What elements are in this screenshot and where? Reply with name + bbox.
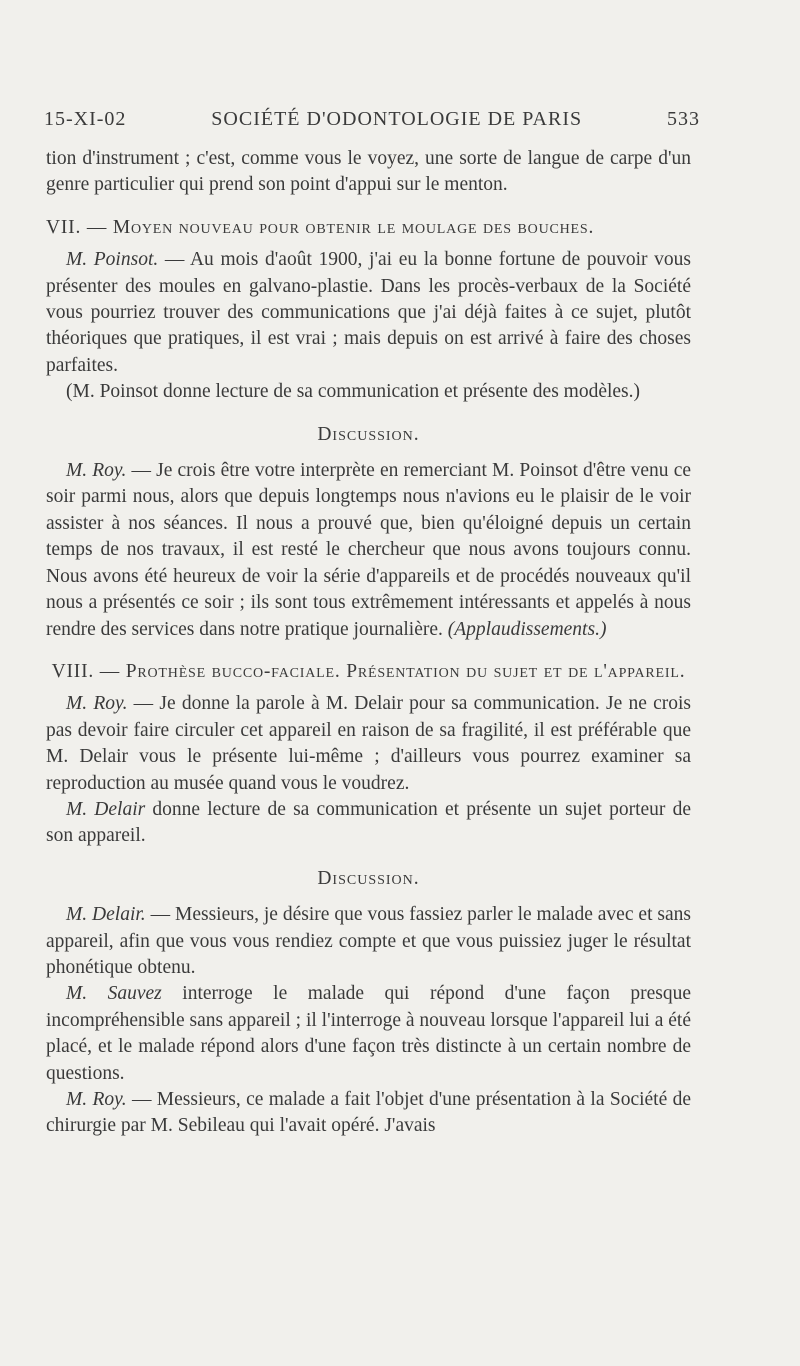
header-title: SOCIÉTÉ D'ODONTOLOGIE DE PARIS bbox=[211, 108, 583, 130]
section-8-number: VIII. — bbox=[51, 660, 121, 682]
speaker-name: M. Roy. bbox=[66, 1089, 127, 1110]
paragraph-8 bbox=[46, 981, 691, 1087]
speaker-name: M. Roy. bbox=[66, 460, 127, 482]
speaker-name: M. Delair. bbox=[66, 904, 146, 926]
paragraph-7 bbox=[46, 902, 691, 981]
section-8-title bbox=[46, 659, 691, 685]
speech-text: — Au mois d'août 1900, j'ai eu la bonne fortune de pouvoir vous présenter des moules en galvano-plastie. Dans les procès-verbaux de la Société vous pourriez trouver des communications que j'ai déjà faites à ce sujet, plutôt théoriques que pratiques, il est vrai ; mais depuis on est arrivé à faire des choses parfaites. bbox=[46, 249, 691, 376]
speaker-name: M. Sauvez bbox=[66, 983, 162, 1005]
discussion-heading-1: Discussion. bbox=[317, 423, 420, 445]
section-7-title bbox=[46, 215, 691, 241]
page-body bbox=[46, 146, 691, 1140]
discussion-heading-2: Discussion. bbox=[317, 867, 420, 889]
paragraph-4 bbox=[46, 458, 691, 643]
paragraph-3: (M. Poinsot donne lecture de sa communication et présente des modèles.) bbox=[66, 381, 641, 403]
paragraph-5 bbox=[46, 691, 691, 797]
paragraph-9 bbox=[46, 1087, 691, 1140]
section-7-heading: Moyen nouveau pour obtenir le moulage des bouches. bbox=[112, 216, 595, 238]
speaker-name: M. Delair bbox=[66, 798, 146, 820]
speaker-name: M. Roy. bbox=[66, 693, 128, 715]
speaker-name: M. Poinsot. bbox=[66, 249, 159, 271]
speech-text: — Messieurs, je désire que vous fassiez parler le malade avec et sans appareil, afin que vous vous rendiez compte et que vous puissiez juger le résultat phonétique obtenu. bbox=[46, 904, 691, 978]
header-date: 15-XI-02 bbox=[44, 108, 127, 130]
section-8-heading: Prothèse bucco-faciale. Présentation du sujet et de l'appareil. bbox=[125, 660, 686, 682]
speech-text: — Je crois être votre interprète en remerciant M. Poinsot d'être venu ce soir parmi nous, alors que depuis longtemps nous n'avions eu le plaisir de le voir assister à nos séances. Il nous a prouvé que, bien qu'éloigné depuis un certain temps de nos travaux, il est resté le chercheur que nous avons toujours connu. Nous avons été heureux de voir la série d'appareils et de procédés nouveaux qu'il nous a présentés ce soir ; ils sont tous extrêmement intéressants et appelés à nous rendre des services dans notre pratique journalière. bbox=[46, 460, 691, 640]
speech-text: — Messieurs, ce malade a fait l'objet d'une présentation à la Société de chirurgie par M. Sebileau qui l'avait opéré. J'avais bbox=[46, 1089, 692, 1137]
paragraph-2 bbox=[46, 247, 691, 379]
applause-note: (Applaudissements.) bbox=[447, 618, 607, 640]
page-number: 533 bbox=[667, 108, 700, 130]
speech-text: — Je donne la parole à M. Delair pour sa communication. Je ne crois pas devoir faire circuler cet appareil en raison de sa fragilité, il est préférable que M. Delair vous le présente lui-même ; d'ailleurs vous pourrez examiner sa reproduction au musée quand vous le voudrez. bbox=[46, 693, 691, 794]
section-7-number: VII. — bbox=[46, 216, 108, 238]
speech-text: donne lecture de sa communication et présente un sujet porteur de son appareil. bbox=[46, 798, 692, 847]
speech-text: interroge le malade qui répond d'une façon presque incompréhensible sans appareil ; il l'interroge à nouveau lorsque l'appareil lui a été placé, et le malade répond alors d'une façon très distincte à un certain nombre de questions. bbox=[46, 983, 691, 1084]
running-header bbox=[44, 108, 700, 131]
paragraph-1: tion d'instrument ; c'est, comme vous le voyez, une sorte de langue de carpe d'un genre particulier qui prend son point d'appui sur le menton. bbox=[46, 148, 691, 196]
paragraph-6 bbox=[46, 797, 691, 850]
